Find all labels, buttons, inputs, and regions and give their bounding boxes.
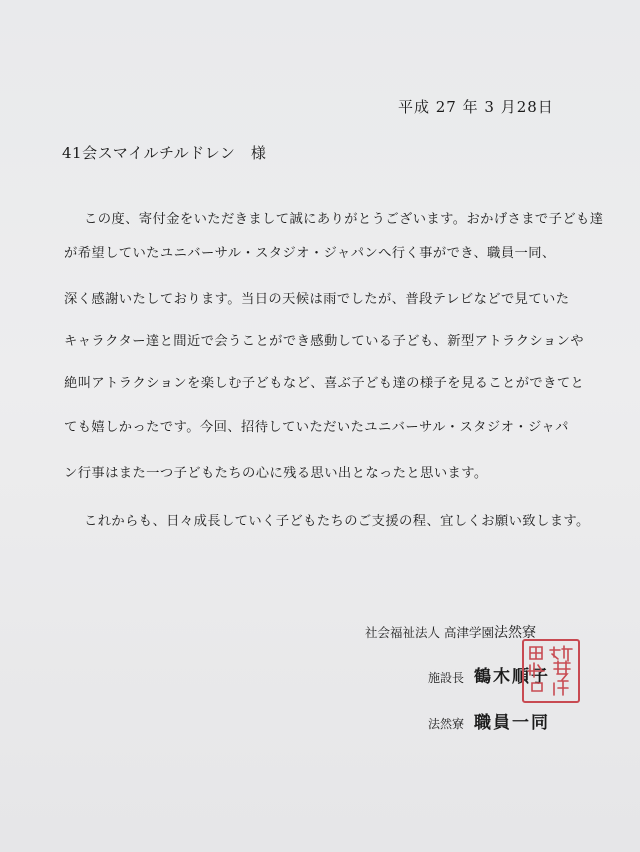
signature-name: 職員一同 bbox=[474, 713, 551, 733]
body-line: 絶叫アトラクションを楽しむ子どもなど、喜ぶ子ども達の様子を見ることができてと bbox=[64, 376, 585, 391]
body-line: ン行事はまた一つ子どもたちの心に残る思い出となったと思います。 bbox=[64, 466, 488, 481]
body-line: が希望していたユニバーサル・スタジオ・ジャパンへ行く事ができ、職員一同、 bbox=[64, 246, 556, 261]
organization-name: 法然寮 bbox=[493, 625, 536, 641]
organization bbox=[365, 622, 536, 642]
body-line: ても嬉しかったです。今回、招待していただいたユニバーサル・スタジオ・ジャパ bbox=[64, 420, 569, 435]
body-line: 深く感謝いたしております。当日の天候は雨でしたが、普段テレビなどで見ていた bbox=[64, 292, 570, 307]
signature-title: 法然寮 bbox=[428, 717, 465, 731]
red-seal-stamp bbox=[522, 639, 580, 703]
signature-staff bbox=[428, 708, 550, 733]
signature-title: 施設長 bbox=[428, 671, 465, 685]
body-line: キャラクター達と間近で会うことができ感動している子ども、新型アトラクションや bbox=[64, 334, 584, 349]
addressee: 41会スマイルチルドレン 様 bbox=[62, 144, 267, 162]
organization-prefix: 社会福祉法人 高津学園 bbox=[365, 625, 494, 640]
body-line: この度、寄付金をいただきまして誠にありがとうございます。おかげさまで子ども達 bbox=[84, 212, 604, 227]
signature-name: 鶴木順子 bbox=[474, 667, 551, 687]
letter-date: 平成 27 年 3 月28日 bbox=[398, 98, 554, 116]
seal-glyphs bbox=[524, 641, 578, 701]
body-line: これからも、日々成長していく子どもたちのご支援の程、宜しくお願い致します。 bbox=[84, 514, 590, 529]
